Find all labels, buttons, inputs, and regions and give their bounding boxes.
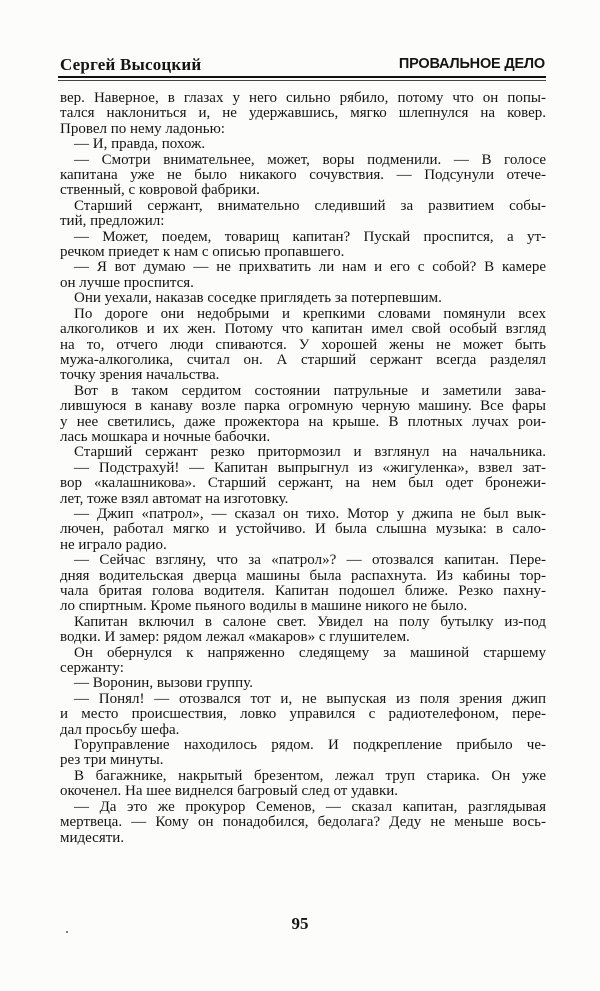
text-line: Старший сержант резко притормозил и взглянул на начальника. (74, 444, 546, 461)
body-text (60, 91, 546, 846)
text-line: Капитан включил в салоне свет. Увидел на полу бутылку из-под (74, 613, 546, 630)
text-line: окоченел. На шее виднелся багровый след от удавки. (60, 783, 399, 800)
text-line: не играло радио. (60, 536, 167, 553)
text-line: лась мошкара и ночные бабочки. (60, 428, 271, 445)
text-line: у нее светились, даже прожектора на крыше. В плотных лучах рои- (60, 413, 546, 430)
text-line: — Подстрахуй! — Капитан выпрыгнул из «жигуленка», взвел зат- (74, 459, 546, 476)
text-line: Он обернулся к напряженно следящему за машиной старшему (74, 644, 546, 661)
text-line: речком приедет к нам с описью пропавшего. (60, 244, 345, 261)
text-line: точку зрения начальства. (60, 367, 220, 384)
text-line: лючен, работал мягко и устойчиво. И была слышна музыка: в сало- (60, 521, 546, 538)
text-line: чала бритая голова водителя. Капитан подошел ближе. Резко пахну- (60, 583, 546, 599)
page-number: 95 (291, 914, 309, 933)
text-line: Провел по нему ладонью: (60, 120, 225, 137)
text-line: Старший сержант, внимательно следивший за развитием собы- (74, 197, 546, 214)
text-line: сержанту: (60, 660, 124, 677)
text-line: мидесяти. (60, 829, 125, 846)
text-line: мужа-алкоголика, считал он. А старший сержант всегда разделял (60, 351, 546, 368)
text-line: на то, отчего люди спиваются. У хорошей жены не может быть (60, 336, 546, 353)
header-rule-thick (58, 76, 546, 78)
text-line: — Я вот думаю — не прихватить ли нам и его с собой? В камере (74, 259, 546, 276)
text-line: — Смотри внимательнее, может, воры подменили. — В голосе (74, 151, 546, 168)
text-line: вор «калашникова». Старший сержант, на нем был одет бронежи- (60, 475, 546, 492)
text-line: тался наклониться и, не удержавшись, мягко шлепнулся на ковер. (60, 105, 546, 122)
text-line: — Воронин, вызови группу. (74, 675, 253, 692)
header-book-title: ПРОВАЛЬНОЕ ДЕЛО (398, 56, 545, 72)
text-line: Вот в таком сердитом состоянии патрульные и заметили зава- (74, 382, 546, 399)
text-line: — Да это же прокурор Семенов, — сказал капитан, разглядывая (74, 798, 546, 815)
header-author: Сергей Высоцкий (60, 55, 202, 74)
text-line: — Может, поедем, товарищ капитан? Пускай проспится, а ут- (74, 228, 546, 245)
text-line: — Джип «патрол», — сказал он тихо. Мотор у джипа не был вык- (74, 505, 546, 522)
text-line: В багажнике, накрытый брезентом, лежал труп старика. Он уже (74, 767, 546, 784)
text-line: дняя водительская дверца машины была распахнута. Из кабины тор- (60, 567, 546, 584)
text-line: рез три минуты. (60, 752, 164, 769)
text-line: ственный, с ковровой фабрики. (60, 182, 260, 199)
text-line: Горуправление находилось рядом. И подкрепление прибыло че- (74, 737, 546, 754)
text-line: По дороге они недобрыми и крепкими словами помянули всех (74, 305, 546, 322)
text-line: мертвеца. — Кому он понадобился, бедолага? Деду не меньше вось- (60, 814, 546, 831)
text-line: — Понял! — отозвался тот и, не выпуская из поля зрения джип (74, 690, 546, 707)
text-line: тий, предложил: (60, 213, 165, 230)
text-line: вер. Наверное, в глазах у него сильно рябило, потому что он попы- (60, 90, 546, 106)
text-line: Они уехали, наказав соседке приглядеть за потерпевшим. (74, 290, 442, 307)
text-line: — И, правда, похож. (74, 136, 206, 153)
text-line: — Сейчас взгляну, что за «патрол»? — отозвался капитан. Пере- (74, 552, 546, 569)
text-line: лет, тоже взял автомат на изготовку. (60, 490, 289, 507)
header-rule-thin (58, 80, 546, 81)
text-line: алкоголиков и их жен. Потому что капитан имел свой особый взгляд (60, 321, 546, 338)
text-line: дал просьбу шефа. (60, 721, 180, 738)
text-line: лившуюся в канаву возле парка огромную черную машину. Все фары (60, 398, 546, 415)
text-line: водки. И замер: рядом лежал «макаров» с глушителем. (60, 629, 410, 646)
text-line: капитана уже не было никакого сочувствия. — Подсунули отече- (60, 167, 546, 184)
scan-speck (66, 931, 68, 933)
text-line: ло спиртным. Кроме пьяного водилы в машине никого не было. (60, 598, 468, 615)
text-line: он лучше проспится. (60, 274, 194, 291)
text-line: и место происшествия, ловко управился с радиотелефоном, пере- (60, 706, 546, 723)
